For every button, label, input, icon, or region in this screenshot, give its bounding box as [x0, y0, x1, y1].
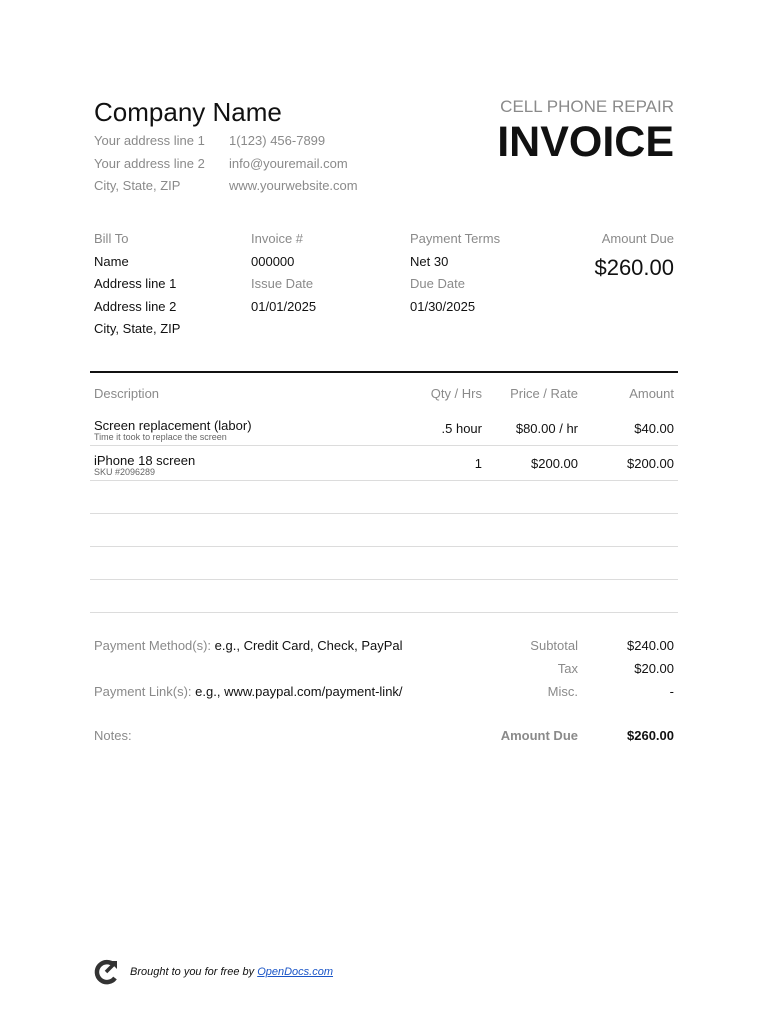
- bill-to-line: Name: [94, 253, 129, 269]
- subtotal-row: [0, 638, 768, 654]
- bill-to-block: [94, 228, 180, 341]
- tax-value: $20.00: [634, 661, 674, 676]
- line-items-table: [90, 371, 678, 613]
- company-contact: [229, 130, 358, 198]
- company-phone: 1(123) 456-7899: [229, 133, 326, 148]
- footer-text: Brought to you for free by: [130, 966, 255, 978]
- table-row: [90, 411, 678, 446]
- empty-row: [90, 514, 678, 547]
- misc-row: [0, 684, 768, 700]
- item-price: $80.00 / hr: [515, 421, 578, 436]
- document-title: INVOICE: [497, 118, 674, 166]
- misc-label: Misc.: [547, 684, 578, 699]
- table-header: [90, 373, 678, 411]
- empty-row: [90, 481, 678, 514]
- opendocs-logo-icon: [94, 957, 120, 987]
- item-price: $200.00: [531, 456, 578, 471]
- amount-due-value: $260.00: [594, 254, 674, 280]
- company-address: [94, 130, 205, 198]
- company-email: info@youremail.com: [229, 155, 348, 171]
- bill-to-line: Address line 2: [94, 298, 177, 314]
- item-qty: 1: [474, 456, 482, 471]
- header-price: Price / Rate: [510, 386, 578, 401]
- footer: [94, 957, 333, 987]
- subtotal-label: Subtotal: [530, 638, 578, 653]
- total-due-value: $260.00: [627, 728, 674, 743]
- header-qty: Qty / Hrs: [430, 386, 482, 401]
- company-website: www.yourwebsite.com: [229, 178, 358, 193]
- terms-info-block: [410, 228, 500, 318]
- total-due-label: Amount Due: [500, 728, 578, 743]
- notes-label: Notes:: [94, 728, 132, 743]
- item-description: iPhone 18 screen: [94, 453, 196, 468]
- issue-date-label: Issue Date: [251, 276, 314, 291]
- header-description: Description: [94, 386, 160, 401]
- table-row: [90, 446, 678, 481]
- amount-due-row: [0, 728, 768, 744]
- address-line: City, State, ZIP: [94, 178, 181, 193]
- payment-link-label: Payment Link(s):: [94, 684, 192, 699]
- amount-due-label: Amount Due: [601, 231, 674, 246]
- misc-value: -: [669, 684, 674, 699]
- company-name: Company Name: [94, 97, 282, 127]
- address-line: Your address line 1: [94, 133, 205, 148]
- header-amount: Amount: [629, 386, 674, 401]
- item-qty: .5 hour: [441, 421, 482, 436]
- item-description: Screen replacement (labor): [94, 418, 252, 433]
- payment-method-value: e.g., Credit Card, Check, PayPal: [214, 638, 403, 653]
- bill-to-line: Address line 1: [94, 276, 177, 291]
- payment-terms: Net 30: [410, 253, 449, 269]
- item-subtext: SKU #2096289: [94, 467, 156, 477]
- opendocs-link[interactable]: OpenDocs.com: [257, 966, 334, 978]
- issue-date: 01/01/2025: [251, 298, 317, 314]
- payment-link-value: e.g., www.paypal.com/payment-link/: [195, 684, 403, 699]
- bill-to-label: Bill To: [94, 231, 129, 246]
- empty-row: [90, 547, 678, 580]
- tax-label: Tax: [557, 661, 578, 676]
- payment-method-label: Payment Method(s):: [94, 638, 212, 653]
- item-amount: $200.00: [627, 456, 674, 471]
- invoice-info-block: [251, 228, 316, 318]
- payment-terms-label: Payment Terms: [410, 231, 501, 246]
- bill-to-line: City, State, ZIP: [94, 321, 181, 336]
- address-line: Your address line 2: [94, 155, 205, 171]
- document-subtitle: CELL PHONE REPAIR: [500, 97, 674, 116]
- subtotal-value: $240.00: [627, 638, 674, 653]
- invoice-number: 000000: [251, 253, 295, 269]
- due-date: 01/30/2025: [410, 298, 476, 314]
- due-date-label: Due Date: [410, 276, 465, 291]
- empty-row: [90, 580, 678, 613]
- amount-due-block: [594, 228, 674, 281]
- tax-row: [0, 661, 768, 677]
- item-amount: $40.00: [634, 421, 674, 436]
- item-subtext: Time it took to replace the screen: [94, 432, 227, 442]
- invoice-number-label: Invoice #: [251, 231, 304, 246]
